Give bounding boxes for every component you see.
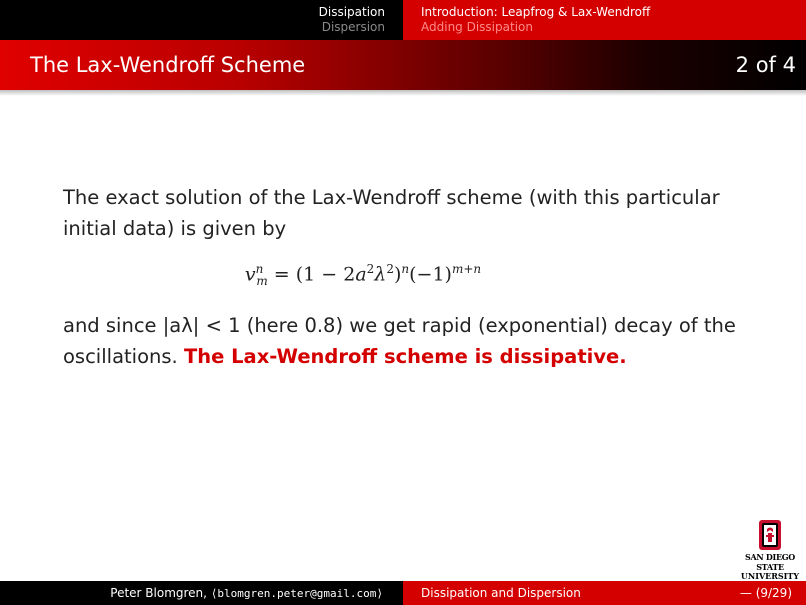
footer-talk-title: Dissipation and Dispersion: [421, 586, 581, 600]
eq-rhs-start: = (1 − 2: [273, 263, 356, 286]
conclusion-text: and since |aλ| < 1 (here 0.8) we get rapid (exponential) decay of the oscillations.: [63, 314, 736, 369]
logo-text-line1: SAN DIEGO STATE: [745, 552, 795, 572]
eq-a-superscript: 2: [366, 262, 375, 276]
eq-var-subscript: m: [256, 274, 268, 289]
nav-section-dissipation[interactable]: Dissipation: [318, 5, 385, 19]
frame-title-bar: [0, 40, 806, 90]
eq-neg-one: (−1): [409, 263, 452, 286]
footer: [0, 581, 806, 605]
nav-subsection-adding-dissipation[interactable]: Adding Dissipation: [421, 20, 533, 34]
eq-a: a: [355, 263, 367, 286]
paragraph-conclusion: [63, 310, 753, 372]
header-left-sections: [0, 0, 403, 40]
frame-title: The Lax-Wendroff Scheme: [30, 53, 306, 77]
nav-section-dispersion[interactable]: Dispersion: [321, 20, 385, 34]
footer-title-block: [403, 581, 806, 605]
nav-subsection-introduction[interactable]: Introduction: Leapfrog & Lax-Wendroff: [421, 5, 651, 19]
paragraph-intro: The exact solution of the Lax-Wendroff scheme (with this particular initial data) is given by: [63, 186, 720, 240]
sdsu-logo: [737, 520, 803, 581]
footer-page-number: — (9/29): [739, 586, 792, 600]
dissipative-alert: The Lax-Wendroff scheme is dissipative.: [183, 345, 627, 369]
slide-body: [63, 182, 753, 372]
sdsu-shield-icon: [759, 520, 781, 550]
header-right-subsections: [403, 0, 806, 40]
eq-n-superscript: n: [401, 262, 410, 276]
eq-lambda-superscript: 2: [386, 262, 394, 276]
title-shadow: [0, 90, 806, 96]
frame-page-counter: 2 of 4: [735, 53, 796, 77]
header-nav: [0, 0, 806, 40]
eq-close-paren: ): [393, 263, 402, 286]
footer-author: Peter Blomgren,: [110, 586, 207, 600]
solution-equation: [63, 254, 753, 296]
footer-author-block: [0, 581, 403, 605]
eq-variable: v: [244, 263, 256, 286]
eq-var-superscript: n: [255, 262, 264, 276]
eq-exponent: m+n: [451, 262, 482, 276]
eq-lambda: λ: [374, 263, 387, 286]
logo-text-line2: UNIVERSITY: [740, 571, 800, 581]
footer-email: ⟨blomgren.peter@gmail.com⟩: [210, 587, 383, 600]
